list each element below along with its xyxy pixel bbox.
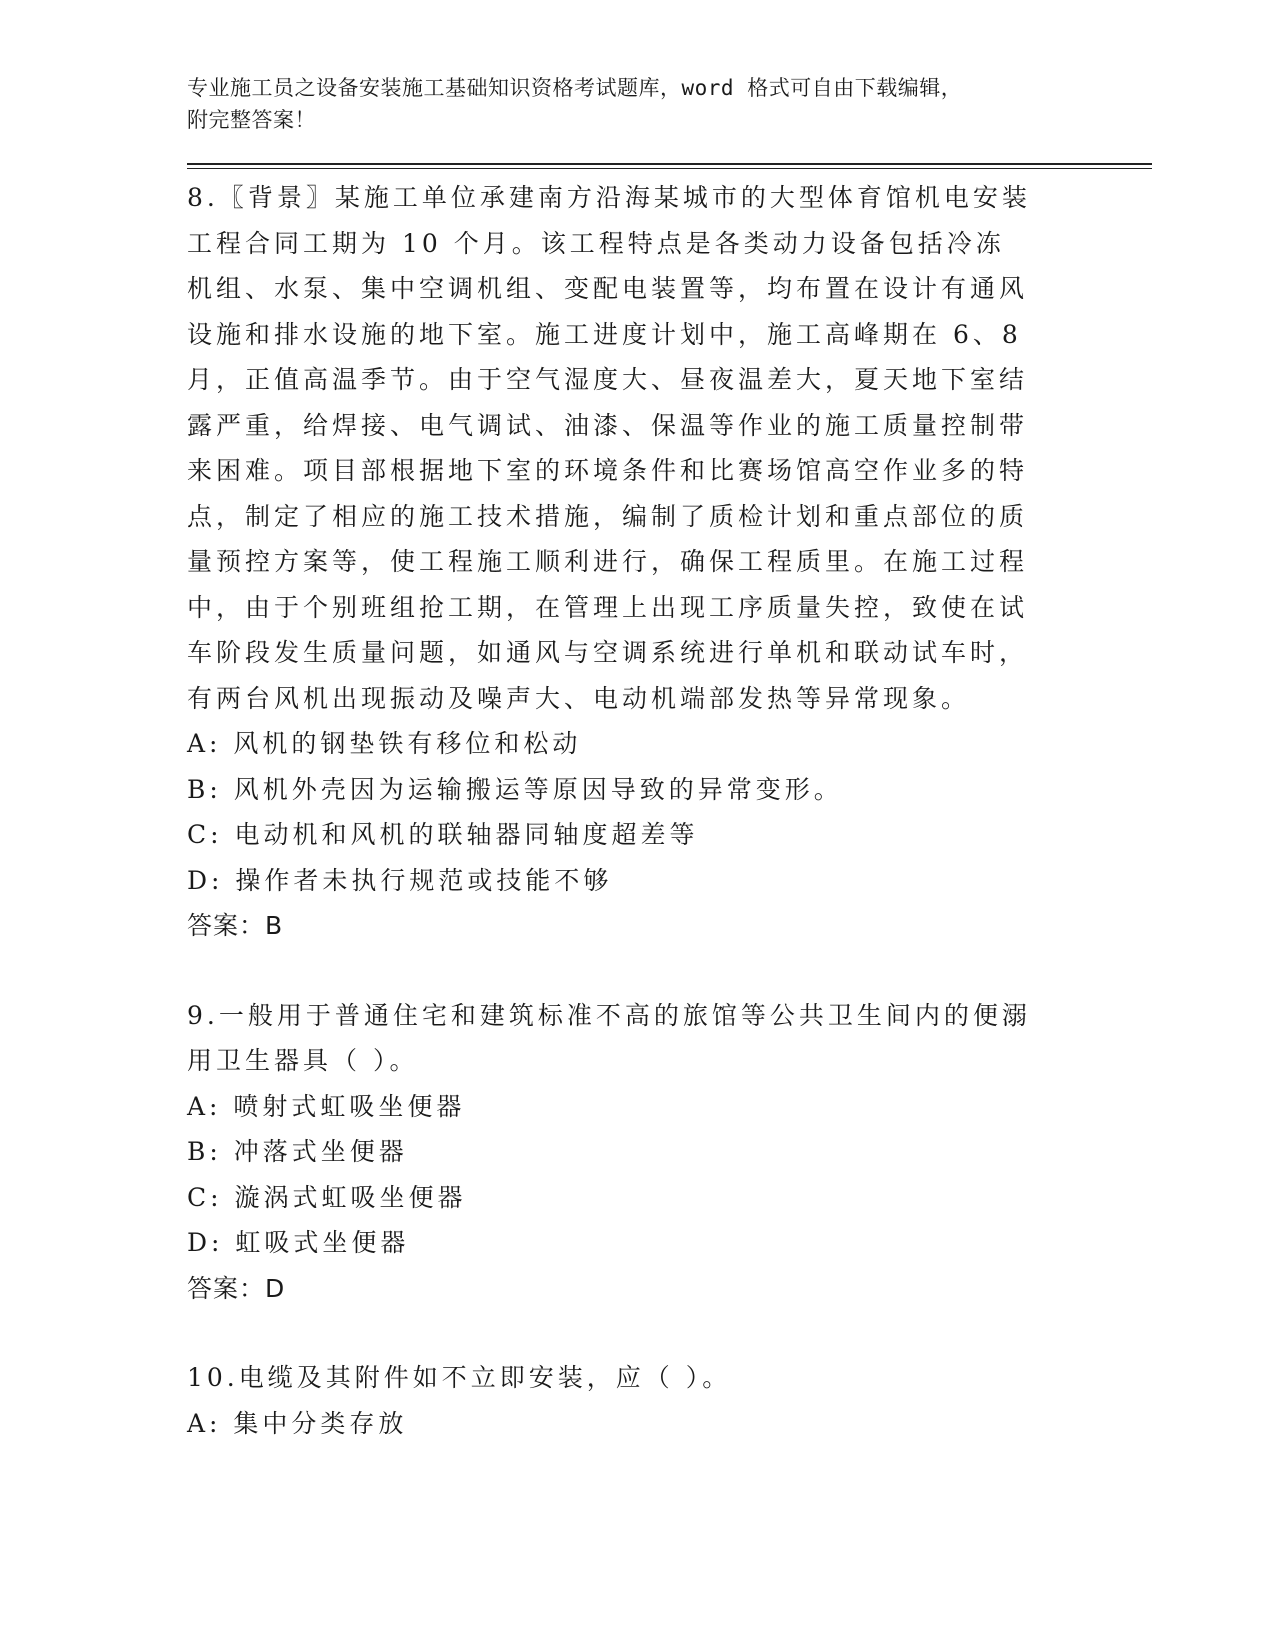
header-line-1: 专业施工员之设备安装施工基础知识资格考试题库，word 格式可自由下载编辑，: [187, 76, 963, 100]
question-10: [187, 1355, 1032, 1446]
question-8-option-d: D: 操作者未执行规范或技能不够: [187, 865, 613, 895]
question-9-stem: 9.一般用于普通住宅和建筑标准不高的旅馆等公共卫生间内的便溺用卫生器具（ ）。: [187, 1000, 1031, 1075]
question-10-stem: 10.电缆及其附件如不立即安装，应（ ）。: [187, 1363, 732, 1392]
question-8: [187, 175, 1032, 903]
document-header: [187, 72, 1047, 136]
question-8-answer: 答案：B: [187, 911, 284, 940]
header-divider: [187, 163, 1152, 169]
spacer: [187, 1311, 1087, 1355]
question-10-option-a: A: 集中分类存放: [187, 1408, 408, 1438]
question-9-option-a: A: 喷射式虹吸坐便器: [187, 1091, 466, 1121]
question-9-option-d: D: 虹吸式坐便器: [187, 1228, 410, 1257]
spacer: [187, 949, 1087, 993]
question-9-option-b: B: 冲落式坐便器: [187, 1137, 408, 1166]
question-9: [187, 993, 1032, 1266]
question-9-option-c: C: 漩涡式虹吸坐便器: [187, 1182, 467, 1212]
document-page: [187, 72, 1087, 1446]
question-9-answer: 答案：D: [187, 1273, 286, 1303]
question-8-option-b: B: 风机外壳因为运输搬运等原因导致的异常变形。: [187, 774, 843, 804]
header-line-2: 附完整答案！: [187, 108, 316, 132]
question-8-stem: 8.〖背景〗某施工单位承建南方沿海某城市的大型体育馆机电安装工程合同工期为 10 个月。该工程特点是各类动力设备包括冷冻机组、水泵、集中空调机组、变配电装置等，均布置在设计有通风设施和排水设施的地下室。施工进度计划中，施工高峰期在 6、8 月，正值高温季节。由于空气湿度大、昼夜温差大，夏天地下室结露严重，给焊接、电气调试、油漆、保温等作业的施工质量控制带来困难。项目部根据地下室的环境条件和比赛场馆高空作业多的特点，制定了相应的施工技术措施，编制了质检计划和重点部位的质量预控方案等，使工程施工顺利进行，确保工程质里。在施工过程中，由于个别班组抢工期，在管理上出现工序质量失控，致使在试车阶段发生质量问题，如通风与空调系统进行单机和联动试车时，有两台风机出现振动及噪声大、电动机端部发热等异常现象。: [187, 183, 1031, 713]
question-8-option-a: A: 风机的钢垫铁有移位和松动: [187, 729, 582, 758]
question-8-option-c: C: 电动机和风机的联轴器同轴度超差等: [187, 820, 699, 849]
